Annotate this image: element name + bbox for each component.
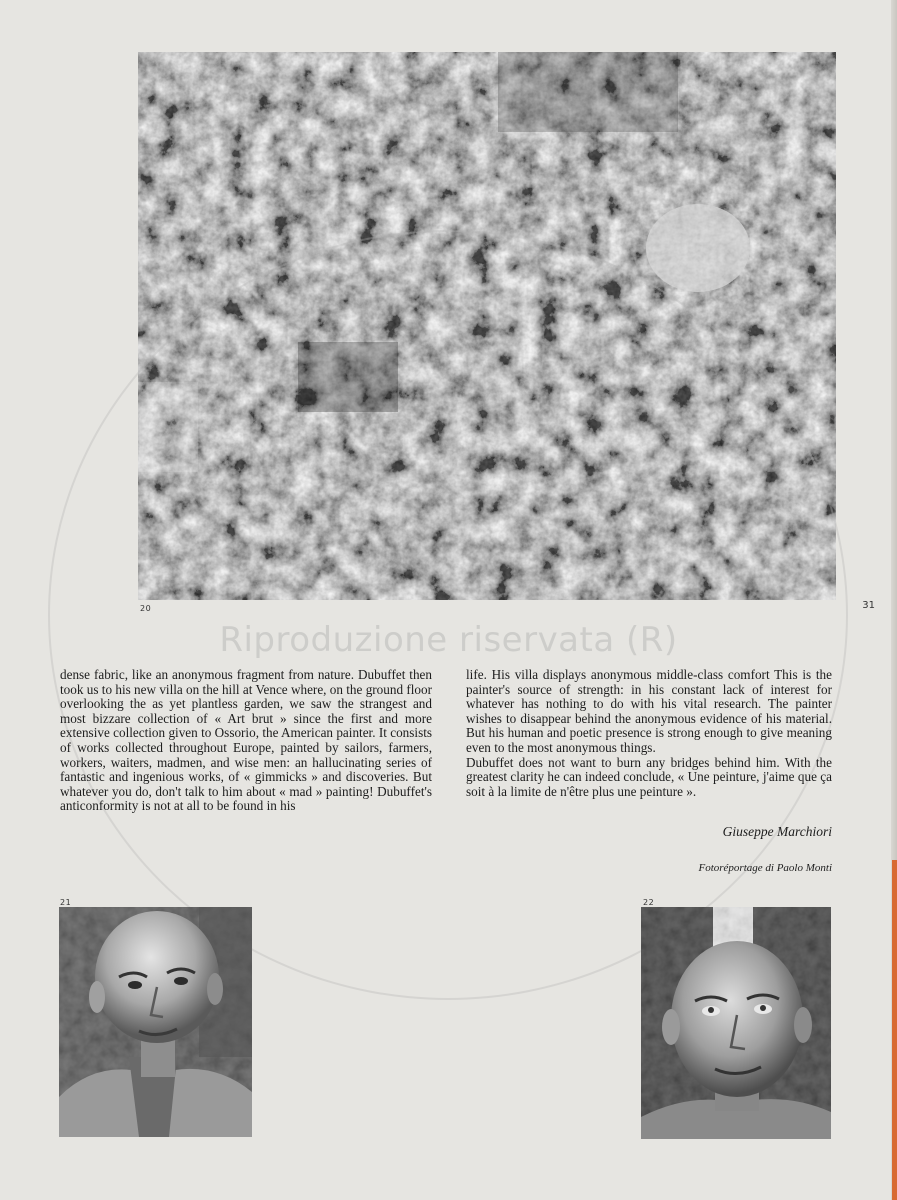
article-paragraph: life. His villa displays anonymous middle-class comfort This is the painter's source of strength: in his constant lack of interest for whatever has nothing to do with his vital research. The painter wishes to disappear behind the anonymous evidence of his material. But his human and poetic presence is strong enough to give meaning even to the most anonymous things. xyxy=(466,667,832,755)
article-paragraph: Dubuffet does not want to burn any bridges behind him. With the greatest clarity he can indeed conclude, « Une peinture, j'aime que ça soit à la limite de n'être plus une peinture ». xyxy=(466,754,832,799)
portrait-photo-icon xyxy=(641,907,831,1139)
top-painting-photo xyxy=(138,52,836,600)
watermark: Riproduzione riservata (R) xyxy=(219,620,678,660)
portrait-photo-icon xyxy=(59,907,252,1137)
page-number: 31 xyxy=(862,600,875,611)
article-column-right xyxy=(466,668,832,799)
figure-number: 21 xyxy=(60,898,72,907)
portrait-right-photo xyxy=(641,907,831,1139)
figure-number: 20 xyxy=(140,604,152,613)
author-signature: Giuseppe Marchiori xyxy=(722,824,832,839)
article-column-left xyxy=(60,668,432,814)
article-paragraph: dense fabric, like an anonymous fragment from nature. Dubuffet then took us to his new villa on the hill at Vence where, on the ground floor overlooking the as yet plantless garden, we saw the strangest and most bizzare collection of « Art brut » since the first and more extensive collection given to Ossorio, the American painter. It consists of works collected throughout Europe, painted by sailors, farmers, workers, waiters, madmen, and wise men: an hallucinating series of fantastic and ingenious works, of « gimmicks » and discoveries. But whatever you do, don't talk to him about « mad » painting! Dubuffet's anticonformity is not at all to be found in his xyxy=(60,667,432,814)
figure-number: 22 xyxy=(643,898,655,907)
page-edge-orange xyxy=(892,860,897,1200)
photo-credit: Fotoréportage di Paolo Monti xyxy=(698,862,832,874)
portrait-left-photo xyxy=(59,907,252,1137)
textured-abstract-painting-icon xyxy=(138,52,836,600)
